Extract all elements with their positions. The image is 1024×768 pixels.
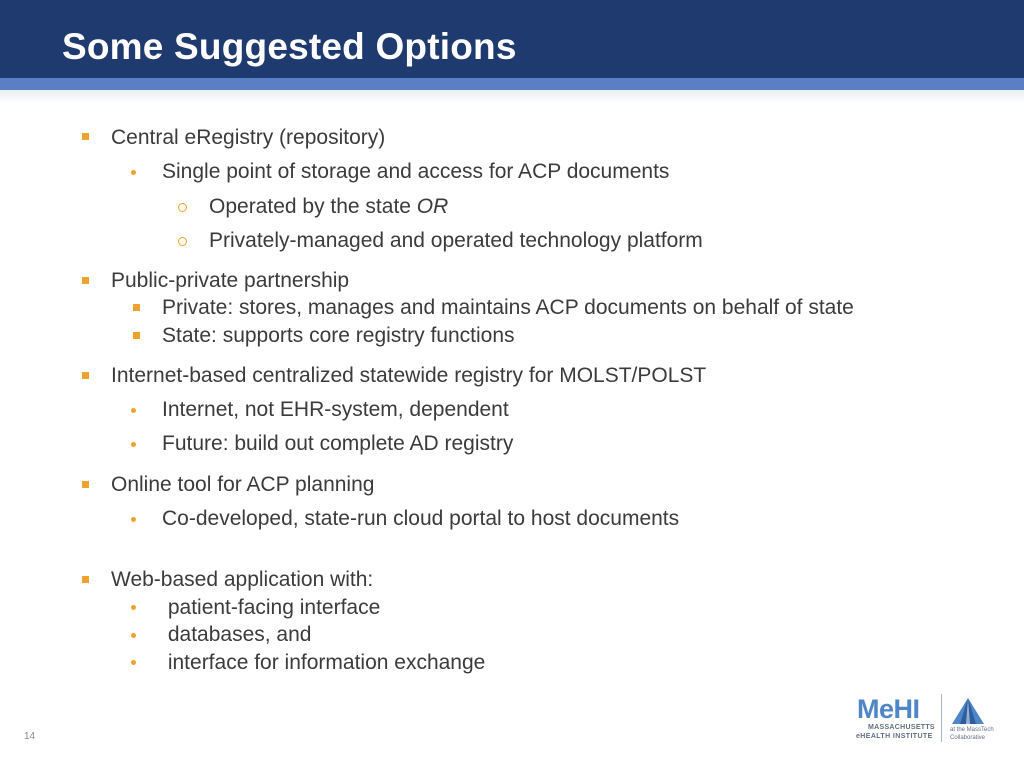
square-bullet-icon <box>82 481 89 488</box>
logo-line-2: eHEALTH INSTITUTE <box>856 733 933 740</box>
bullet-web-based: Web-based application with: <box>111 568 374 591</box>
logo-collaborative-text <box>950 726 994 742</box>
square-bullet-icon <box>133 304 140 311</box>
logo-collab-line-2: Collaborative <box>950 735 986 741</box>
logo-wordmark: MeHI <box>857 694 920 724</box>
sub-sub-bullet-privately-managed: Privately-managed and operated technology platform <box>209 229 703 252</box>
sub-bullet-internet-not-ehr: Internet, not EHR-system, dependent <box>162 398 509 421</box>
sub-sub-bullet-operated-by-state <box>209 195 448 219</box>
logo-line-1: MASSACHUSETTS <box>868 724 935 731</box>
dot-bullet-icon <box>131 633 136 638</box>
sub-bullet-state: State: supports core registry functions <box>162 324 515 347</box>
square-bullet-icon <box>133 332 140 339</box>
title-bar-stripe <box>0 78 1024 90</box>
dot-bullet-icon <box>131 442 136 447</box>
title-bar-shadow <box>0 90 1024 104</box>
square-bullet-icon <box>82 277 89 284</box>
dot-bullet-icon <box>131 605 136 610</box>
dot-bullet-icon <box>131 408 136 413</box>
masstech-triangle-icon <box>950 696 986 726</box>
sub-bullet-patient-facing: patient-facing interface <box>162 596 381 619</box>
bullet-internet-based: Internet-based centralized statewide registry for MOLST/POLST <box>111 364 707 387</box>
dot-bullet-icon <box>131 517 136 522</box>
mehi-logo <box>855 694 995 744</box>
bullet-public-private: Public-private partnership <box>111 269 350 292</box>
dot-bullet-icon <box>131 660 136 665</box>
sub-bullet-interface-exchange: interface for information exchange <box>162 651 486 674</box>
bullet-central-eregistry: Central eRegistry (repository) <box>111 126 386 149</box>
operated-by-state-text: Operated by the state <box>209 195 417 218</box>
bullet-online-tool: Online tool for ACP planning <box>111 473 375 496</box>
sub-bullet-databases: databases, and <box>162 623 312 646</box>
dot-bullet-icon <box>131 170 136 175</box>
sub-bullet-co-developed: Co-developed, state-run cloud portal to host documents <box>162 507 680 530</box>
logo-divider <box>941 694 942 742</box>
page-number: 14 <box>24 731 36 742</box>
slide-title: Some Suggested Options <box>62 26 517 67</box>
sub-bullet-future: Future: build out complete AD registry <box>162 432 514 455</box>
or-emphasis: OR <box>416 195 449 218</box>
sub-bullet-single-point: Single point of storage and access for ACP documents <box>162 160 670 183</box>
sub-bullet-private: Private: stores, manages and maintains ACP documents on behalf of state <box>162 296 854 319</box>
circle-bullet-icon <box>178 237 187 246</box>
logo-collab-line-1: at the MassTech <box>950 727 994 733</box>
circle-bullet-icon <box>178 203 187 212</box>
square-bullet-icon <box>82 372 89 379</box>
square-bullet-icon <box>82 576 89 583</box>
square-bullet-icon <box>82 133 89 140</box>
